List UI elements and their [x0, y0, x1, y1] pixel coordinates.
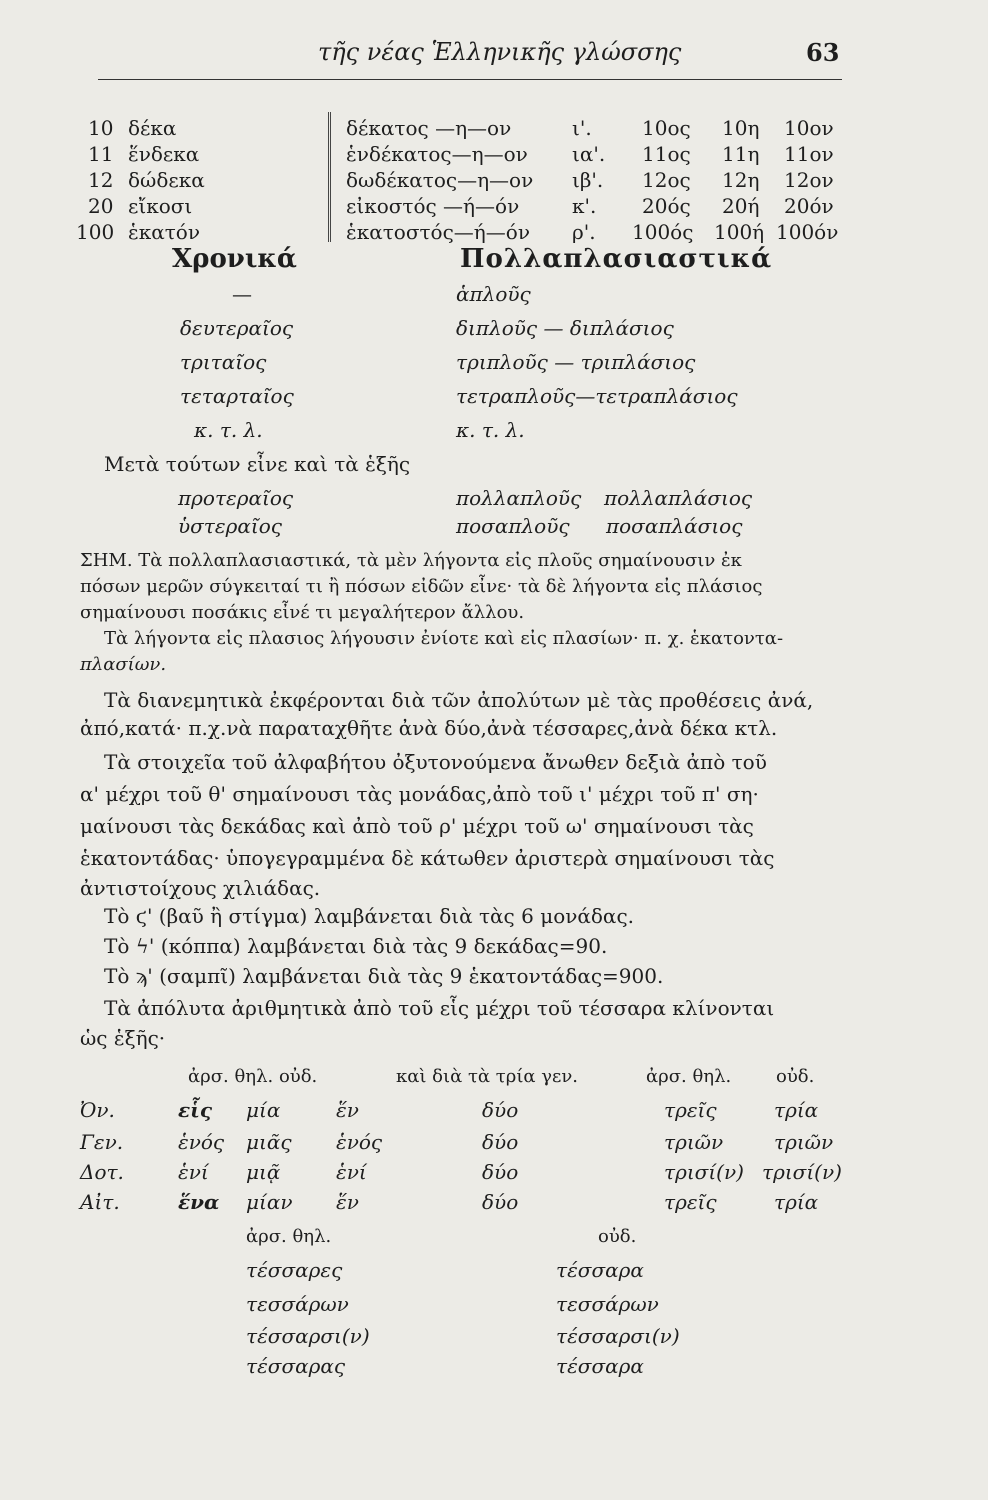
decl-cell: τέσσαρσι(ν)	[556, 1324, 680, 1348]
table-cell: εἰκοστός —ή—όν	[346, 194, 520, 218]
chronika-item: τριταῖος	[180, 350, 267, 374]
pollaplasiastika-item: διπλοῦς — διπλάσιος	[456, 316, 674, 340]
decl-cell: ἑνί	[336, 1160, 367, 1184]
table-cell: 20όν	[784, 194, 834, 218]
decl-cell: ἕν	[336, 1190, 359, 1214]
note-line: πόσων μερῶν σύγκειταί τι ἢ πόσων εἰδῶν εἶνε· τὰ δὲ λήγοντα εἰς πλάσιος	[80, 576, 763, 597]
chronika-item: κ. τ. λ.	[194, 418, 263, 442]
decl-cell: δύο	[482, 1130, 519, 1154]
table-cell: 20ός	[642, 194, 691, 218]
page-number: 63	[806, 38, 840, 67]
extra-right: πολλαπλάσιος	[604, 486, 753, 510]
decl-header: καὶ διὰ τὰ τρία γεν.	[396, 1066, 579, 1087]
decl-header: οὐδ.	[598, 1226, 637, 1247]
extra-right: ποσαπλάσιος	[606, 514, 743, 538]
table-cell: κ'.	[572, 194, 597, 218]
note-line: σημαίνουσι ποσάκις εἶνέ τι μεγαλήτερον ἄλλου.	[80, 602, 525, 623]
table-cell: 11	[88, 142, 114, 166]
case-label: Γεν.	[80, 1130, 124, 1154]
decl-cell: τριῶν	[664, 1130, 724, 1154]
body-line: μαίνουσι τὰς δεκάδας καὶ ἀπὸ τοῦ ρ' μέχρι τοῦ ω' σημαίνουσι τὰς	[80, 814, 754, 838]
decl-header: οὐδ.	[776, 1066, 815, 1087]
body-line: Τὰ διανεμητικὰ ἐκφέρονται διὰ τῶν ἀπολύτων μὲ τὰς προθέσεις ἀνά,	[104, 688, 814, 712]
table-cell: δέκα	[128, 116, 177, 140]
pollaplasiastika-item: ἁπλοῦς	[456, 282, 531, 306]
decl-cell: τρεῖς	[664, 1190, 717, 1214]
table-cell: 11η	[722, 142, 760, 166]
decl-cell: μιᾷ	[246, 1160, 281, 1184]
table-cell: 10	[88, 116, 114, 140]
decl-cell: ἑνί	[178, 1160, 209, 1184]
table-cell: 12ον	[784, 168, 834, 192]
decl-cell: τέσσαρα	[556, 1354, 644, 1378]
table-cell: 100ή	[714, 220, 765, 244]
meta-line: Μετὰ τούτων εἶνε καὶ τὰ ἑξῆς	[104, 452, 411, 476]
table-cell: δωδέκατος—η—ον	[346, 168, 534, 192]
decl-cell: ἑνός	[336, 1130, 383, 1154]
chronika-item: τεταρταῖος	[180, 384, 294, 408]
body-line: ἀντιστοίχους χιλιάδας.	[80, 876, 321, 900]
body-line: ὡς ἑξῆς·	[80, 1026, 166, 1050]
table-cell: εἴκοσι	[128, 194, 193, 218]
table-cell: 11ος	[642, 142, 691, 166]
body-line: Τὰ στοιχεῖα τοῦ ἀλφαβήτου ὀξυτονούμενα ἄνωθεν δεξιὰ ἀπὸ τοῦ	[104, 750, 767, 774]
decl-cell: μίαν	[246, 1190, 293, 1214]
body-line: ἑκατοντάδας· ὑπογεγραμμένα δὲ κάτωθεν ἀριστερὰ σημαίνουσι τὰς	[80, 846, 775, 870]
decl-cell: τρία	[774, 1190, 819, 1214]
table-cell: 100όν	[776, 220, 839, 244]
decl-cell: τριῶν	[774, 1130, 834, 1154]
decl-cell: τέσσαρας	[246, 1354, 346, 1378]
table-cell: 12η	[722, 168, 760, 192]
table-cell: ι'.	[572, 116, 592, 140]
body-line: α' μέχρι τοῦ θ' σημαίνουσι τὰς μονάδας,ἀπὸ τοῦ ι' μέχρι τοῦ π' ση·	[80, 782, 759, 806]
decl-cell: ἕνα	[178, 1190, 220, 1214]
running-title: τῆς νέας Ἑλληνικῆς γλώσσης	[318, 38, 682, 66]
note-line: πλασίων.	[80, 654, 167, 675]
table-cell: 10η	[722, 116, 760, 140]
decl-cell: τεσσάρων	[246, 1292, 349, 1316]
table-cell: ἑκατοστός—ή—όν	[346, 220, 530, 244]
body-line: ἀπό,κατά· π.χ.νὰ παραταχθῆτε ἀνὰ δύο,ἀνὰ τέσσαρες,ἀνὰ δέκα κτλ.	[80, 716, 778, 740]
pollaplasiastika-item: τριπλοῦς — τριπλάσιος	[456, 350, 696, 374]
decl-cell: μιᾶς	[246, 1130, 292, 1154]
body-line: Τὸ ϛ' (βαῦ ἢ στίγμα) λαμβάνεται διὰ τὰς 6 μονάδας.	[104, 904, 634, 928]
decl-cell: μία	[246, 1098, 281, 1122]
case-label: Αἰτ.	[80, 1190, 120, 1214]
decl-cell: τέσσαρες	[246, 1258, 343, 1282]
table-cell: ιβ'.	[572, 168, 604, 192]
table-cell: ἕνδεκα	[128, 142, 200, 166]
extra-left: ὑστεραῖος	[178, 514, 282, 538]
decl-cell: εἷς	[178, 1098, 213, 1122]
chronika-item: —	[232, 282, 252, 306]
table-cell: 20	[88, 194, 114, 218]
decl-cell: τρισί(ν)	[762, 1160, 842, 1184]
note-line: ΣΗΜ. Τὰ πολλαπλασιαστικά, τὰ μὲν λήγοντα εἰς πλοῦς σημαίνουσιν ἐκ	[80, 550, 742, 571]
decl-cell: δύο	[482, 1098, 519, 1122]
table-cell: 12ος	[642, 168, 691, 192]
decl-cell: ἑνός	[178, 1130, 225, 1154]
decl-cell: ἕν	[336, 1098, 359, 1122]
table-cell: 12	[88, 168, 114, 192]
body-line: Τὰ ἀπόλυτα ἀριθμητικὰ ἀπὸ τοῦ εἷς μέχρι τοῦ τέσσαρα κλίνονται	[104, 996, 775, 1020]
chronika-title: Χρονικά	[172, 244, 297, 274]
body-line: Τὸ ϡ' (σαμπῖ) λαμβάνεται διὰ τὰς 9 ἑκατοντάδας=900.	[104, 964, 664, 988]
decl-cell: τέσσαρσι(ν)	[246, 1324, 370, 1348]
table-divider	[328, 112, 331, 242]
table-cell: 100	[76, 220, 115, 244]
table-cell: 100ός	[632, 220, 694, 244]
extra-mid: πολλαπλοῦς	[456, 486, 582, 510]
chronika-item: δευτεραῖος	[180, 316, 294, 340]
header-rule	[98, 79, 842, 80]
decl-header: ἀρσ. θηλ. οὐδ.	[188, 1066, 318, 1087]
table-cell: δέκατος —η—ον	[346, 116, 512, 140]
table-cell: 20ή	[722, 194, 760, 218]
decl-cell: τρία	[774, 1098, 819, 1122]
table-cell: ἑνδέκατος—η—ον	[346, 142, 528, 166]
decl-header: ἀρσ. θηλ.	[646, 1066, 732, 1087]
table-cell: ρ'.	[572, 220, 596, 244]
decl-cell: δύο	[482, 1160, 519, 1184]
pollaplasiastika-item: τετραπλοῦς—τετραπλάσιος	[456, 384, 738, 408]
table-cell: 11ον	[784, 142, 834, 166]
table-cell: ια'.	[572, 142, 606, 166]
decl-cell: τεσσάρων	[556, 1292, 659, 1316]
decl-cell: τέσσαρα	[556, 1258, 644, 1282]
case-label: Δοτ.	[80, 1160, 124, 1184]
decl-cell: δύο	[482, 1190, 519, 1214]
extra-mid: ποσαπλοῦς	[456, 514, 570, 538]
note-line: Τὰ λήγοντα εἰς πλασιος λήγουσιν ἐνίοτε καὶ εἰς πλασίων· π. χ. ἑκατοντα-	[104, 628, 784, 649]
extra-left: προτεραῖος	[178, 486, 294, 510]
table-cell: δώδεκα	[128, 168, 205, 192]
decl-header: ἀρσ. θηλ.	[246, 1226, 332, 1247]
body-line: Τὸ ϟ' (κόππα) λαμβάνεται διὰ τὰς 9 δεκάδας=90.	[104, 934, 608, 958]
pollaplasiastika-item: κ. τ. λ.	[456, 418, 525, 442]
case-label: Ὀν.	[80, 1098, 115, 1122]
decl-cell: τρισί(ν)	[664, 1160, 744, 1184]
pollaplasiastika-title: Πολλαπλασιαστικά	[460, 244, 773, 274]
table-cell: 10ον	[784, 116, 834, 140]
table-cell: 10ος	[642, 116, 691, 140]
decl-cell: τρεῖς	[664, 1098, 717, 1122]
table-cell: ἑκατόν	[128, 220, 201, 244]
